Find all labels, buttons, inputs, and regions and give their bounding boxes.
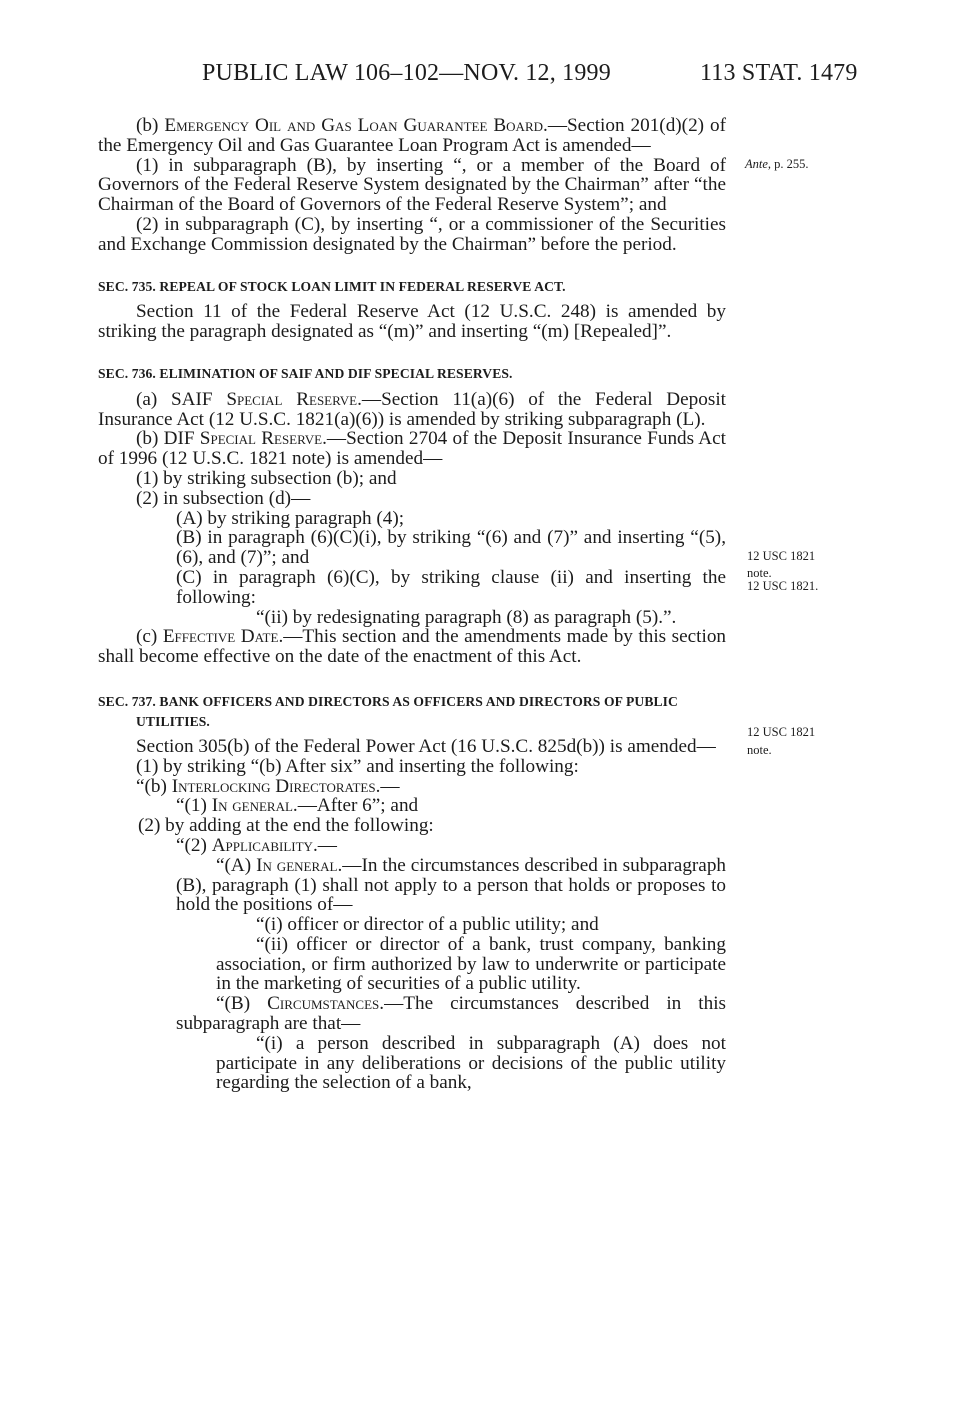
para-caption: Applicability [211, 834, 313, 856]
para-caption: Circumstances [267, 993, 380, 1015]
section-737-quote-b [98, 777, 726, 797]
paragraph-b-heading [98, 116, 726, 156]
section-737-quote-B-i: “(i) a person described in subparagraph (A) does not participate in any deliberations or decisions of the public utility regarding the selection of a bank, [216, 1032, 726, 1094]
para-caption: In general [211, 795, 293, 817]
running-header-title: PUBLIC LAW 106–102—NOV. 12, 1999 [202, 60, 611, 86]
section-737-2: (2) by adding at the end the following: [138, 815, 434, 837]
margin-note-ante-italic: Ante, [745, 157, 772, 171]
para-caption: Effective Date [162, 626, 279, 648]
para-caption: Emergency Oil and Gas Loan Guarantee Board [164, 115, 544, 136]
section-737-1: (1) by striking “(b) After six” and inserting the following: [136, 755, 579, 777]
section-736-title: SEC. 736. ELIMINATION OF SAIF AND DIF SPECIAL RESERVES. [98, 365, 513, 381]
para-text: .—In the circumstances described in subparagraph (B), paragraph (1) shall not apply to a person that holds or proposes to hold the positions of— [176, 854, 727, 916]
section-736-c [98, 627, 726, 667]
section-737-title: SEC. 737. BANK OFFICERS AND DIRECTORS AS OFFICERS AND DIRECTORS OF PUBLIC UTILITIES. [98, 693, 678, 729]
section-737-quote-B [98, 994, 726, 1034]
para-label: “(2) [176, 834, 212, 856]
section-737-text: Section 305(b) of the Federal Power Act (16 U.S.C. 825d(b)) is amended— [136, 735, 716, 757]
section-736-a [98, 390, 726, 430]
section-736-b-1: (1) by striking subsection (b); and [136, 467, 397, 489]
para-label: (c) [136, 626, 163, 648]
margin-note-usc-1-line2: note. [747, 565, 772, 580]
text-column [98, 116, 726, 1093]
section-736-b-2: (2) in subsection (d)— [136, 487, 311, 509]
para-caption: SAIF Special Reserve [171, 388, 358, 410]
section-735-title: SEC. 735. REPEAL OF STOCK LOAN LIMIT IN FEDERAL RESERVE ACT. [98, 278, 566, 294]
paragraph-b-2: (2) in subparagraph (C), by inserting “, or a commissioner of the Securities and Exchange Commission designated by the Chairman” before the period. [98, 213, 726, 255]
section-736-b-2-B: (B) in paragraph (6)(C)(i), by striking “(6) and (7)” and inserting “(5), (6), and (7)”; and [176, 527, 726, 569]
section-736-b-2-A: (A) by striking paragraph (4); [176, 507, 405, 529]
para-label: (b) [136, 115, 165, 136]
section-736-b [98, 429, 726, 469]
margin-note-usc-1 [747, 550, 815, 580]
para-text: .— [375, 775, 400, 797]
para-caption: DIF Special Reserve [163, 428, 323, 450]
para-text: .—The circumstances described in this subparagraph are that— [176, 993, 726, 1035]
section-737-quote-1 [98, 796, 726, 816]
para-caption: In general [256, 854, 338, 876]
para-label: “(B) [216, 993, 268, 1015]
margin-note-usc-2: 12 USC 1821. [747, 579, 819, 593]
section-737-quote-2 [98, 836, 726, 856]
para-label: “(b) [136, 775, 172, 797]
para-label: “(1) [176, 795, 212, 817]
para-label: “(A) [216, 854, 257, 876]
para-text: .—After 6”; and [292, 795, 419, 817]
para-text: .—This section and the amendments made by this section shall become effective on the date of the enactment of this Act. [98, 626, 727, 668]
para-text: .— [312, 834, 337, 856]
section-735-text: Section 11 of the Federal Reserve Act (12 U.S.C. 248) is amended by striking the paragraph designated as “(m)” and inserting “(m) [Repealed]”. [98, 301, 726, 343]
margin-note-usc-3-line2: note. [747, 742, 772, 757]
margin-note-ante [745, 158, 809, 172]
para-text: .—Section 2704 of the Deposit Insurance Funds Act of 1996 (12 U.S.C. 1821 note) is amended— [98, 428, 726, 470]
section-736-b-2-C-quote: “(ii) by redesignating paragraph (8) as paragraph (5).”. [256, 606, 677, 628]
margin-note-usc-1-line1: 12 USC 1821 [747, 549, 816, 563]
section-737-quote-A-ii: “(ii) officer or director of a bank, trust company, banking association, or firm authorized by law to underwrite or participate in the marketing of securities of a public utility. [216, 933, 726, 995]
para-caption: Interlocking Directorates [171, 775, 376, 797]
running-header-stat: 113 STAT. 1479 [700, 60, 858, 86]
margin-note-usc-3-line1: 12 USC 1821 [747, 725, 816, 739]
para-text: .—Section 201(d)(2) of the Emergency Oil and Gas Guarantee Loan Program Act is amended— [98, 115, 726, 156]
para-label: (b) [136, 428, 164, 450]
section-737-quote-A [98, 856, 726, 915]
margin-note-ante-page: p. 255. [771, 157, 809, 171]
section-737-quote-A-i: “(i) officer or director of a public utility; and [256, 914, 599, 936]
para-text: .—Section 11(a)(6) of the Federal Deposit Insurance Act (12 U.S.C. 1821(a)(6)) is amended by striking subparagraph (L). [98, 388, 726, 430]
section-735-heading [98, 276, 726, 297]
margin-note-usc-3 [747, 726, 815, 757]
section-736-b-2-C: (C) in paragraph (6)(C), by striking clause (ii) and inserting the following: [176, 566, 726, 608]
section-737-heading [98, 691, 726, 731]
section-736-heading [98, 363, 726, 384]
para-label: (a) [136, 388, 172, 410]
paragraph-b-1: (1) in subparagraph (B), by inserting “, or a member of the Board of Governors of the Federal Reserve System designated by the Chairman” after “the Chairman of the Board of Governors of the Federal Reserve System”; and [98, 154, 726, 216]
